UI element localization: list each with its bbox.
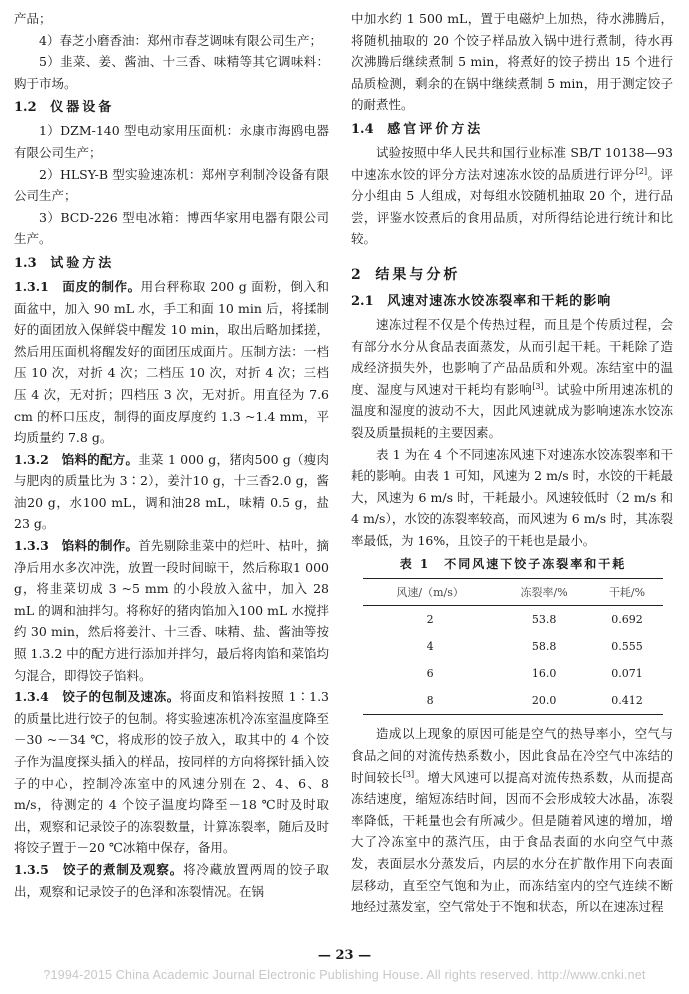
paragraph-1-3-5 [14, 859, 329, 902]
section-title: 风速对速冻水饺冻裂率和干耗的影响 [387, 293, 612, 309]
paragraph-2-1-a [351, 314, 673, 444]
paragraph-text: 造成以上现象的原因可能是空气的热导率小，空气与食品之间的对流传热系数小，因此食品在冷空气中冻结的时间较长 [351, 726, 673, 785]
subsection-heading: 1.3.2 馅料的配方。 [14, 451, 139, 467]
paragraph-text: 。增大风速可以提高对流传热系数，从而提高冻结速度，缩短冻结时间，因而不会形成较大冰晶，冻裂率降低，干耗量也会有所减少。但是随着风速的增加，增大了冷冻室中的蒸汽压，由于食品表面的水向空气中蒸发，表面层水分蒸发后，内层的水分在扩散作用下向表面层移动，直至空气饱和为止，而冻结室内的空气连续不断地经过蒸发室，空气常处于不饱和状态，所以在速冻过程 [351, 769, 673, 915]
subsection-heading: 1.3.4 饺子的包制及速冻。 [14, 689, 180, 705]
section-2-1-heading [351, 290, 673, 314]
table-cell: 6 [426, 667, 434, 681]
table-row [363, 606, 663, 634]
section-2-heading [351, 262, 673, 288]
equipment-item-2: 2）HLSY-B 型实验速冻机：郑州亨利制冷设备有限公司生产； [14, 166, 329, 204]
citation-ref: [3] [402, 769, 415, 779]
section-title: 感官评价方法 [387, 121, 484, 137]
table-cell: 58.8 [531, 640, 557, 654]
section-number: 1.2 [14, 100, 37, 116]
paragraph-continued: 中加水约 1 500 mL，置于电磁炉上加热，待水沸腾后，将随机抽取的 20 个饺子样品放入锅中进行煮制，待水再次沸腾后继续煮制 5 min，将煮好的饺子捞出 15 个进行品质检测，剩余的在锅中继续煮制 5 min，用于测定饺子的耐煮性。 [351, 11, 673, 113]
paragraph-text: 用台秤称取 200 g 面粉，倒入和面盆中，加入 90 mL 水，手工和面 10 min 后，将揉制好的面团放入保鲜袋中醒发 10 min，取出后略加揉搓，然后用压面机将醒发好的面团压成面片。压制方法：一档压 10 次，对折 4 次；二档压 10 次，对折 4 次；三档压 4 次，无对折；四档压 3 次，无对折。用直径为 7.6 cm 的杯口压皮，制得的面皮厚度约 1.3 ~1.4 mm，平均质量约 7.8 g。 [14, 278, 330, 446]
paragraph-1-3-1 [14, 276, 329, 449]
table-header-cell: 风速/（m/s） [396, 586, 464, 600]
citation-ref: [3] [532, 381, 544, 391]
subsection-heading: 1.3.3 馅料的制作。 [14, 538, 139, 554]
section-1-3-heading [14, 252, 329, 276]
table-cell: 0.071 [611, 667, 643, 681]
table-cell: 4 [426, 640, 434, 654]
table-row [363, 687, 663, 715]
table-cell: 16.0 [531, 667, 557, 681]
paragraph-text: 试验按照中华人民共和国行业标准 SB/T 10138—93 中速冻水饺的评分方法对速冻水饺的品质进行评分 [351, 144, 673, 182]
table-cell: 20.0 [531, 694, 557, 708]
paragraph-1-4 [351, 142, 673, 250]
table-cell: 0.412 [611, 694, 643, 708]
section-number: 1.3 [14, 255, 37, 271]
table-cell: 2 [426, 613, 434, 627]
section-number: 2 [351, 266, 361, 283]
equipment-item-3: 3）BCD-226 型电冰箱：博西华家用电器有限公司生产。 [14, 209, 329, 247]
subsection-heading: 1.3.5 饺子的煮制及观察。 [14, 861, 184, 877]
table-header-row [363, 579, 663, 606]
equipment-item-1: 1）DZM-140 型电动家用压面机：永康市海鸥电器有限公司生产； [14, 123, 329, 160]
footer-copyright: ?1994-2015 China Academic Journal Electronic Publishing House. All rights reserved. http://www.cnki.net [43, 968, 646, 982]
table-row [363, 633, 663, 660]
table-cell: 0.555 [611, 640, 643, 654]
paragraph-text: 将面皮和馅料按照 1∶1.3的质量比进行饺子的包制。将实验速冻机冷冻室温度降至－30 ~－34 ℃，将成形的饺子放入，取其中的 4 个饺子作为温度探头插入的样品，按同样的方向将探针插入饺子的中心，控制冷冻室中的风速分别在 2、4、6、8 m/s，待测定的 4 个饺子温度均降至－18 ℃时及时取出，观察和记录饺子的冻裂数量，计算冻裂率，随后及时将饺子置于－20 ℃冰箱中保存，备用。 [14, 689, 330, 856]
right-column [351, 8, 673, 918]
paragraph-text: 首先剔除韭菜中的烂叶、枯叶，摘净后用水多次冲洗，放置一段时间晾干，然后称取1 000 g，将韭菜切成 3 ~5 mm 的小段放入盆中，加入 28 mL 的调和油拌匀。将称好的猪肉馅加入100 mL 水搅拌约 30 min，然后将姜汁、十三香、味精、盐、酱油等按照 1.3.2 中的配方进行添加并拌匀，最后将肉馅和菜馅均匀混合，即得饺子馅料。 [14, 538, 329, 683]
section-number: 1.4 [351, 121, 374, 137]
table-cell: 53.8 [531, 613, 557, 627]
page-number: — 23 — [317, 948, 372, 963]
paragraph-text: 。评分小组由 5 人组成，对每组水饺随机抽取 20 个，进行品尝，评鉴水饺煮后的食用品质，对所得结论进行统计和比较。 [351, 166, 673, 247]
paragraph-top: 产品； [14, 11, 52, 26]
paragraph-2-1-b: 表 1 为在 4 个不同速冻风速下对速冻水饺冻裂率和干耗的影响。由表 1 可知，风速为 2 m/s 时，水饺的干耗最大，风速为 6 m/s 时，干耗最小。风速较低时（2 m/s 和 4 m/s），水饺的冻裂率较高，而风速为 6 m/s 时，其冻裂率最低，为 16%，且饺子的干耗也是最小。 [351, 446, 673, 548]
citation-ref: [2] [635, 166, 648, 176]
table-header-cell: 干耗/% [608, 586, 646, 600]
left-column [14, 8, 329, 902]
table-caption: 表 1 不同风速下饺子冻裂率和干耗 [399, 557, 627, 572]
paragraph-text: 韭菜 1 000 g，猪肉500 g（瘦肉与肥肉的质量比为 3∶2），姜汁10 g，十三香2.0 g，酱油20 g，水100 mL，调和油28 mL，味精 0.5 g，盐 23 g。 [14, 451, 329, 532]
section-1-4-heading [351, 118, 673, 142]
section-title: 仪器设备 [50, 100, 115, 116]
paragraph-1-3-4 [14, 686, 329, 859]
paragraph-1-3-3 [14, 535, 329, 686]
paragraph-text: 。试验中所用速冻机的温度和湿度的波动不大，因此风速就成为影响速冻水饺冻裂及质量损耗的主要因素。 [351, 381, 673, 440]
table-cell: 0.692 [611, 613, 643, 627]
section-1-2-heading [14, 96, 329, 120]
material-item-4: 4）春芝小磨香油：郑州市春芝调味有限公司生产； [39, 32, 322, 48]
section-title: 试验方法 [50, 255, 115, 271]
paragraph-text: 将冷藏放置两周的饺子取出，观察和记录饺子的色泽和冻裂情况。在锅 [14, 861, 329, 899]
table-header-cell: 冻裂率/% [520, 586, 568, 600]
paragraph-1-3-2 [14, 449, 329, 535]
table-row [363, 660, 663, 687]
data-table [363, 553, 663, 715]
subsection-heading: 1.3.1 面皮的制作。 [14, 278, 141, 294]
paragraph-text: 速冻过程不仅是个传热过程，而且是个传质过程，会有部分水分从食品表面蒸发，从而引起干耗。干耗除了造成经济损失外，也影响了产品品质和外观。冻结室中的温度、湿度与风速对干耗均有影响 [351, 316, 673, 397]
table-cell: 8 [426, 694, 434, 708]
material-item-5: 5）韭菜、姜、酱油、十三香、味精等其它调味料：购于市场。 [14, 54, 329, 91]
section-title: 结果与分析 [375, 266, 461, 283]
paragraph-2-1-c [351, 723, 673, 917]
section-number: 2.1 [351, 293, 374, 309]
